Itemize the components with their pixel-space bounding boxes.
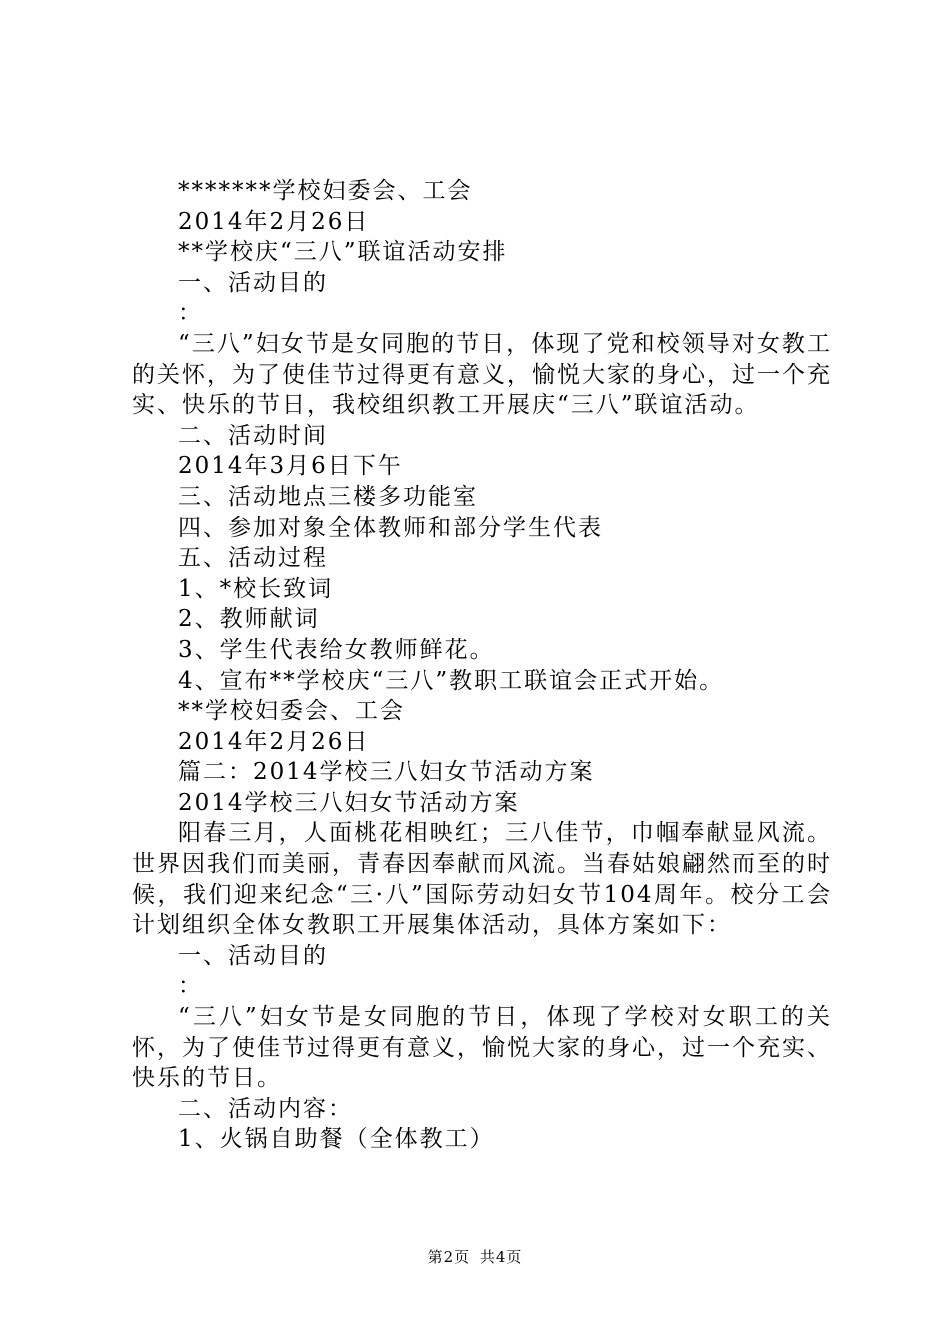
- page-footer: [0, 1246, 950, 1267]
- heading-content: 二、活动内容：: [178, 1095, 353, 1122]
- chapter-heading: 篇二：2014学校三八妇女节活动方案: [178, 759, 595, 786]
- process-item: 1、*校长致词: [178, 575, 334, 602]
- paragraph-intro: 阳春三月，人面桃花相映红；三八佳节，巾帼奉献显风流。世界因我们而美丽，青春因奉献而风流。当春姑娘翩然而至的时候，我们迎来纪念“三·八”国际劳动妇女节104周年。校分工会计划组织全体女教职工开展集体活动，具体方案如下：: [132, 820, 832, 939]
- page-total: 共4页: [479, 1248, 523, 1266]
- page-number: 第2页: [427, 1248, 471, 1266]
- paragraph-purpose: “三八”妇女节是女同胞的节日，体现了学校对女职工的关怀，为了使佳节过得更有意义，愉悦大家的身心，过一个充实、快乐的节日。: [132, 1004, 832, 1092]
- signature-org: **学校妇委会、工会: [178, 698, 405, 725]
- process-item: 4、宣布**学校庆“三八”教职工联谊会正式开始。: [178, 667, 725, 694]
- document-body: [132, 176, 832, 1155]
- heading-process: 五、活动过程: [178, 545, 328, 572]
- heading-time: 二、活动时间: [178, 422, 328, 449]
- heading-purpose: 一、活动目的: [178, 269, 328, 296]
- colon-line: ：: [178, 300, 203, 327]
- process-item: 2、教师献词: [178, 606, 320, 633]
- heading-participants: 四、参加对象全体教师和部分学生代表: [178, 514, 603, 541]
- colon-line: ：: [178, 973, 203, 1000]
- section-title: **学校庆“三八”联谊活动安排: [178, 239, 508, 266]
- process-item: 3、学生代表给女教师鲜花。: [178, 636, 495, 663]
- signature-date: 2014年2月26日: [178, 728, 370, 755]
- heading-purpose: 一、活动目的: [178, 942, 328, 969]
- signature-org: *******学校妇委会、工会: [178, 178, 473, 204]
- heading-location: 三、活动地点三楼多功能室: [178, 483, 478, 510]
- section-title: 2014学校三八妇女节活动方案: [178, 789, 520, 816]
- paragraph-purpose: “三八”妇女节是女同胞的节日，体现了党和校领导对女教工的关怀，为了使佳节过得更有意义，愉悦大家的身心，过一个充实、快乐的节日，我校组织教工开展庆“三八”联谊活动。: [132, 330, 832, 419]
- content-item: 1、火锅自助餐（全体教工）: [178, 1126, 495, 1153]
- activity-time: 2014年3月6日下午: [178, 453, 403, 480]
- signature-date: 2014年2月26日: [178, 208, 370, 235]
